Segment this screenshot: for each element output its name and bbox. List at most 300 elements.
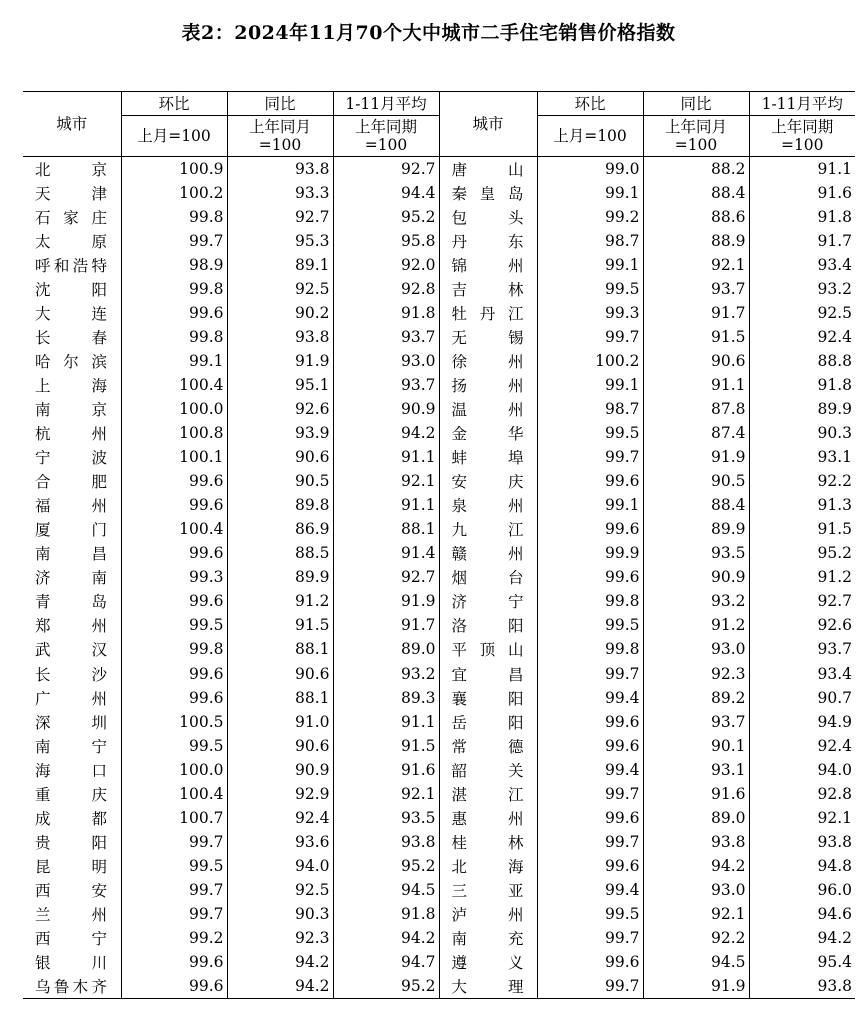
avg-value: 93.7 [333,373,439,397]
table-row [23,205,855,229]
mom-value: 99.7 [537,661,643,685]
avg-value: 93.7 [749,637,855,661]
avg-value: 93.8 [749,830,855,854]
yoy-value: 93.1 [643,758,749,782]
mom-value: 99.2 [121,926,227,950]
table-row [23,782,855,806]
table-row [23,613,855,637]
yoy-value: 90.6 [227,734,333,758]
mom-value: 100.1 [121,445,227,469]
mom-column-header: 环比 [121,92,227,116]
avg-value: 92.7 [333,565,439,589]
city-name: 三 亚 [439,878,537,902]
mom-base-header: 上月=100 [121,116,227,157]
city-name: 昆 明 [35,857,107,876]
avg-value: 95.4 [749,950,855,974]
yoy-value: 94.2 [227,974,333,998]
yoy-value: 92.9 [227,782,333,806]
table-row [23,710,855,734]
avg-value: 95.2 [749,541,855,565]
city-name: 烟 台 [439,565,537,589]
avg-value: 94.6 [749,902,855,926]
city-name: 广 州 [35,689,107,708]
city-name: 天 津 [35,184,107,203]
mom-value: 99.7 [121,229,227,253]
mom-value: 99.3 [121,565,227,589]
yoy-value: 94.2 [643,854,749,878]
mom-value: 99.8 [121,205,227,229]
avg-value: 89.0 [333,637,439,661]
avg-value: 92.2 [749,469,855,493]
yoy-value: 90.1 [643,734,749,758]
yoy-value: 91.9 [643,974,749,998]
avg-value: 92.1 [333,782,439,806]
avg-value: 93.4 [749,253,855,277]
avg-value: 91.2 [749,565,855,589]
mom-value: 99.1 [537,253,643,277]
city-name: 乌 鲁 木 齐 [35,977,107,996]
avg-value: 91.1 [333,710,439,734]
mom-value: 99.9 [537,541,643,565]
yoy-value: 91.5 [227,613,333,637]
city-name: 沈 阳 [35,280,107,299]
avg-value: 92.7 [333,157,439,181]
avg-value: 91.7 [749,229,855,253]
yoy-value: 88.2 [643,157,749,181]
yoy-value: 91.6 [643,782,749,806]
city-name: 北 海 [439,854,537,878]
avg-value: 92.1 [749,806,855,830]
city-name: 徐 州 [439,349,537,373]
avg-value: 88.8 [749,349,855,373]
avg-value: 89.9 [749,397,855,421]
avg-value: 92.5 [749,301,855,325]
avg-value: 94.2 [749,926,855,950]
city-name: 贵 阳 [35,833,107,852]
yoy-value: 93.8 [227,325,333,349]
city-name: 长 春 [35,328,107,347]
avg-value: 90.9 [333,397,439,421]
mom-value: 99.7 [537,926,643,950]
yoy-column-header: 同比 [227,92,333,116]
mom-value: 99.7 [121,902,227,926]
avg-value: 91.5 [333,734,439,758]
city-name: 郑 州 [35,617,107,636]
yoy-value: 90.9 [643,565,749,589]
city-name: 厦 门 [35,521,107,540]
avg-value: 93.7 [333,325,439,349]
table-row [23,565,855,589]
yoy-value: 92.3 [643,661,749,685]
mom-value: 99.6 [537,517,643,541]
mom-value: 99.6 [121,301,227,325]
city-name: 兰 州 [35,905,107,924]
yoy-value: 93.9 [227,421,333,445]
city-name: 赣 州 [439,541,537,565]
table-row [23,974,855,998]
yoy-value: 87.4 [643,421,749,445]
avg-value: 91.1 [333,493,439,517]
yoy-value: 93.2 [643,589,749,613]
yoy-value: 92.2 [643,926,749,950]
table-row [23,854,855,878]
avg-value: 91.8 [333,301,439,325]
yoy-value: 91.9 [227,349,333,373]
yoy-value: 93.0 [643,878,749,902]
table-row [23,589,855,613]
yoy-value: 86.9 [227,517,333,541]
avg-value: 94.2 [333,926,439,950]
avg-value: 92.6 [749,613,855,637]
city-name: 大 连 [35,304,107,323]
city-name: 南 充 [439,926,537,950]
mom-value: 99.5 [537,421,643,445]
table-row [23,157,855,181]
table-row [23,373,855,397]
yoy-value: 93.8 [643,830,749,854]
city-name: 太 原 [35,232,107,251]
mom-value: 99.3 [537,301,643,325]
city-name: 丹 东 [439,229,537,253]
yoy-value: 88.5 [227,541,333,565]
city-name: 秦 皇 岛 [439,181,537,205]
yoy-value: 90.2 [227,301,333,325]
city-name: 泸 州 [439,902,537,926]
avg-value: 94.2 [333,421,439,445]
table-row [23,349,855,373]
table-row [23,950,855,974]
mom-value: 99.6 [537,710,643,734]
yoy-value: 93.0 [643,637,749,661]
yoy-base-header: 上年同月 =100 [227,116,333,157]
city-name: 桂 林 [439,830,537,854]
yoy-value: 91.2 [227,589,333,613]
yoy-value: 88.1 [227,637,333,661]
avg-value: 91.8 [749,373,855,397]
city-name: 济 南 [35,569,107,588]
mom-value: 99.6 [537,950,643,974]
table-row [23,421,855,445]
yoy-value: 90.5 [643,469,749,493]
city-name: 济 宁 [439,589,537,613]
city-name: 哈 尔 滨 [35,352,107,371]
avg-value: 94.7 [333,950,439,974]
yoy-value: 93.6 [227,830,333,854]
mom-value: 99.6 [537,854,643,878]
yoy-value: 90.3 [227,902,333,926]
avg-value: 93.4 [749,661,855,685]
yoy-value: 92.6 [227,397,333,421]
avg-value: 94.8 [749,854,855,878]
table-row [23,397,855,421]
yoy-value: 92.3 [227,926,333,950]
mom-value: 99.8 [537,637,643,661]
avg-value: 91.1 [749,157,855,181]
mom-value: 100.4 [121,373,227,397]
avg-value: 91.9 [333,589,439,613]
mom-value: 99.1 [537,373,643,397]
avg-value: 95.8 [333,229,439,253]
yoy-value: 90.9 [227,758,333,782]
mom-value: 99.2 [537,205,643,229]
city-name: 岳 阳 [439,710,537,734]
mom-value: 99.7 [537,830,643,854]
mom-value: 99.5 [121,734,227,758]
avg-value: 93.8 [333,830,439,854]
yoy-value: 92.7 [227,205,333,229]
avg-value: 89.3 [333,686,439,710]
mom-value: 99.5 [121,613,227,637]
mom-value: 99.5 [537,902,643,926]
yoy-value: 93.8 [227,157,333,181]
city-name: 西 宁 [35,930,107,949]
yoy-value: 89.9 [643,517,749,541]
avg-value: 92.0 [333,253,439,277]
city-name: 吉 林 [439,277,537,301]
city-name: 深 圳 [35,713,107,732]
city-name: 遵 义 [439,950,537,974]
avg-value: 92.4 [749,325,855,349]
avg-value: 93.2 [749,277,855,301]
yoy-value: 91.2 [643,613,749,637]
mom-value: 99.5 [121,854,227,878]
yoy-value: 92.5 [227,277,333,301]
mom-value: 100.2 [121,181,227,205]
city-name: 金 华 [439,421,537,445]
mom-value: 99.6 [121,950,227,974]
avg-value: 94.9 [749,710,855,734]
yoy-value: 93.3 [227,181,333,205]
city-name: 上 海 [35,376,107,395]
city-name: 宁 波 [35,449,107,468]
mom-value: 100.0 [121,397,227,421]
city-name: 泉 州 [439,493,537,517]
table-row [23,902,855,926]
mom-value: 99.8 [121,325,227,349]
avg-value: 90.3 [749,421,855,445]
city-name: 牡 丹 江 [439,301,537,325]
city-name: 湛 江 [439,782,537,806]
city-name: 石 家 庄 [35,208,107,227]
mom-value: 99.0 [537,157,643,181]
city-name: 蚌 埠 [439,445,537,469]
mom-value: 99.6 [537,806,643,830]
mom-value: 99.6 [121,974,227,998]
yoy-value: 94.0 [227,854,333,878]
yoy-base-header: 上年同月 =100 [643,116,749,157]
yoy-value: 95.1 [227,373,333,397]
table-row [23,926,855,950]
mom-value: 100.4 [121,782,227,806]
yoy-value: 95.3 [227,229,333,253]
yoy-value: 93.7 [643,710,749,734]
city-name: 西 安 [35,881,107,900]
mom-value: 100.2 [537,349,643,373]
avg-value: 94.5 [333,878,439,902]
avg-value: 92.1 [333,469,439,493]
table-row [23,661,855,685]
mom-value: 99.6 [537,734,643,758]
table-row [23,758,855,782]
city-name: 无 锡 [439,325,537,349]
city-name: 九 江 [439,517,537,541]
mom-value: 99.8 [121,637,227,661]
mom-value: 99.7 [537,782,643,806]
yoy-value: 91.7 [643,301,749,325]
city-name: 南 昌 [35,545,107,564]
avg-value: 93.8 [749,974,855,998]
yoy-value: 92.5 [227,878,333,902]
yoy-value: 91.0 [227,710,333,734]
table-row [23,469,855,493]
avg-value: 91.7 [333,613,439,637]
table-row [23,301,855,325]
yoy-column-header: 同比 [643,92,749,116]
avg-column-header: 1-11月平均 [333,92,439,116]
table-row [23,734,855,758]
mom-value: 98.7 [537,229,643,253]
city-name: 韶 关 [439,758,537,782]
avg-column-header: 1-11月平均 [749,92,855,116]
yoy-value: 89.0 [643,806,749,830]
yoy-value: 90.6 [227,445,333,469]
city-name: 平 顶 山 [439,637,537,661]
mom-value: 98.7 [537,397,643,421]
city-name: 惠 州 [439,806,537,830]
city-name: 合 肥 [35,473,107,492]
mom-value: 99.6 [121,686,227,710]
city-column-header: 城市 [56,115,88,133]
avg-value: 92.8 [749,782,855,806]
avg-value: 91.5 [749,517,855,541]
city-name: 洛 阳 [439,613,537,637]
avg-value: 88.1 [333,517,439,541]
mom-value: 100.0 [121,758,227,782]
mom-value: 99.7 [537,325,643,349]
yoy-value: 92.1 [643,902,749,926]
mom-value: 99.6 [121,541,227,565]
mom-value: 100.4 [121,517,227,541]
city-name: 南 宁 [35,737,107,756]
yoy-value: 89.2 [643,686,749,710]
mom-value: 99.7 [121,878,227,902]
mom-value: 99.7 [537,445,643,469]
yoy-value: 94.5 [643,950,749,974]
avg-value: 90.7 [749,686,855,710]
table-row [23,637,855,661]
mom-value: 98.9 [121,253,227,277]
mom-value: 99.4 [537,686,643,710]
city-name: 包 头 [439,205,537,229]
table-title: 表2：2024年11月70个大中城市二手住宅销售价格指数 [181,22,676,44]
yoy-value: 93.5 [643,541,749,565]
yoy-value: 88.9 [643,229,749,253]
avg-value: 91.4 [333,541,439,565]
mom-value: 99.1 [537,493,643,517]
yoy-value: 89.1 [227,253,333,277]
yoy-value: 88.6 [643,205,749,229]
mom-value: 99.7 [121,830,227,854]
mom-value: 99.5 [537,277,643,301]
avg-base-header: 上年同期 =100 [333,116,439,157]
table-row [23,686,855,710]
table-row [23,806,855,830]
city-name: 长 沙 [35,665,107,684]
yoy-value: 87.8 [643,397,749,421]
mom-value: 99.7 [537,974,643,998]
city-name: 扬 州 [439,373,537,397]
table-row [23,253,855,277]
city-name: 杭 州 [35,425,107,444]
avg-value: 94.4 [333,181,439,205]
table-row [23,325,855,349]
avg-value: 93.0 [333,349,439,373]
city-name: 海 口 [35,761,107,780]
yoy-value: 89.9 [227,565,333,589]
mom-value: 99.6 [537,565,643,589]
city-name: 唐 山 [439,157,537,181]
table-body [23,157,855,999]
mom-value: 99.8 [537,589,643,613]
city-column-header: 城市 [439,92,537,157]
yoy-value: 90.6 [227,661,333,685]
city-name: 常 德 [439,734,537,758]
avg-value: 93.5 [333,806,439,830]
avg-value: 91.8 [333,902,439,926]
yoy-value: 91.9 [643,445,749,469]
city-name: 银 川 [35,954,107,973]
price-index-table [23,91,855,999]
mom-base-header: 上月=100 [537,116,643,157]
city-name: 呼 和 浩 特 [35,256,107,275]
yoy-value: 90.5 [227,469,333,493]
avg-value: 91.6 [749,181,855,205]
avg-value: 92.4 [749,734,855,758]
city-name: 重 庆 [35,785,107,804]
city-name: 锦 州 [439,253,537,277]
mom-value: 99.4 [537,878,643,902]
table-row [23,493,855,517]
avg-value: 96.0 [749,878,855,902]
yoy-value: 89.8 [227,493,333,517]
city-name: 武 汉 [35,641,107,660]
yoy-value: 88.1 [227,686,333,710]
avg-value: 91.1 [333,445,439,469]
table-row [23,878,855,902]
mom-value: 99.8 [121,277,227,301]
mom-value: 99.4 [537,758,643,782]
avg-value: 95.2 [333,974,439,998]
avg-value: 94.0 [749,758,855,782]
yoy-value: 93.7 [643,277,749,301]
avg-value: 95.2 [333,205,439,229]
yoy-value: 94.2 [227,950,333,974]
mom-value: 100.9 [121,157,227,181]
mom-value: 99.1 [121,349,227,373]
table-row [23,229,855,253]
mom-value: 99.6 [121,661,227,685]
table-row [23,181,855,205]
mom-value: 100.5 [121,710,227,734]
city-name: 青 岛 [35,593,107,612]
table-row [23,541,855,565]
mom-value: 99.6 [121,589,227,613]
avg-value: 91.6 [333,758,439,782]
avg-value: 91.3 [749,493,855,517]
yoy-value: 91.5 [643,325,749,349]
yoy-value: 92.1 [643,253,749,277]
avg-value: 92.7 [749,589,855,613]
